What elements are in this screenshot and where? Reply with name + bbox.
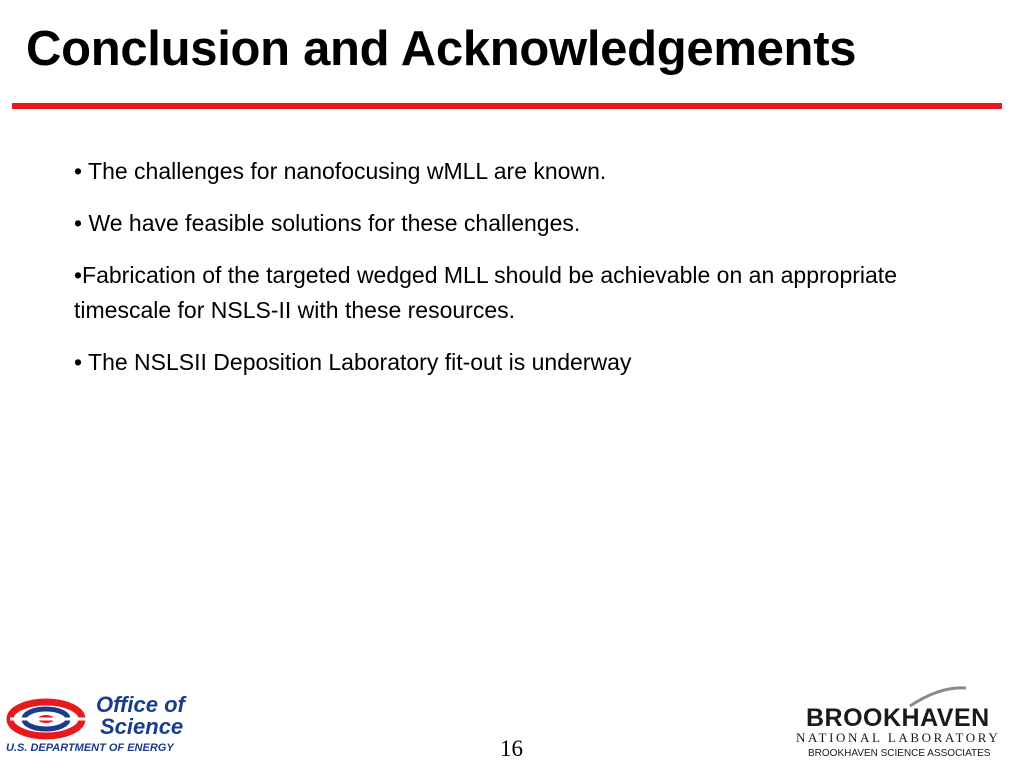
page-number: 16 <box>500 736 523 761</box>
bullet-list <box>74 154 974 397</box>
doe-line2: Science <box>100 714 184 739</box>
bnl-lab: NATIONAL LABORATORY <box>796 730 1001 745</box>
bullet-item: •Fabrication of the targeted wedged MLL should be achievable on an appropriate timescale for NSLS-II with these resources. <box>74 262 897 323</box>
brookhaven-logo <box>790 684 1020 764</box>
slide-title: Conclusion and Acknowledgements <box>26 22 857 76</box>
doe-title-block <box>96 694 226 738</box>
doe-line1: Office of <box>96 692 185 717</box>
bnl-associates: BROOKHAVEN SCIENCE ASSOCIATES <box>808 748 991 759</box>
office-of-science-logo <box>6 694 226 760</box>
bullet-item: • The challenges for nanofocusing wMLL are known. <box>74 158 607 184</box>
doe-emblem-icon <box>6 696 98 742</box>
doe-subtitle: U.S. DEPARTMENT OF ENERGY <box>6 742 174 754</box>
bullet-item: • We have feasible solutions for these challenges. <box>74 210 581 236</box>
bullet-item: • The NSLSII Deposition Laboratory fit-out is underway <box>74 349 632 375</box>
title-underline <box>12 103 1002 109</box>
bnl-name: BROOKHAVEN <box>806 704 990 732</box>
